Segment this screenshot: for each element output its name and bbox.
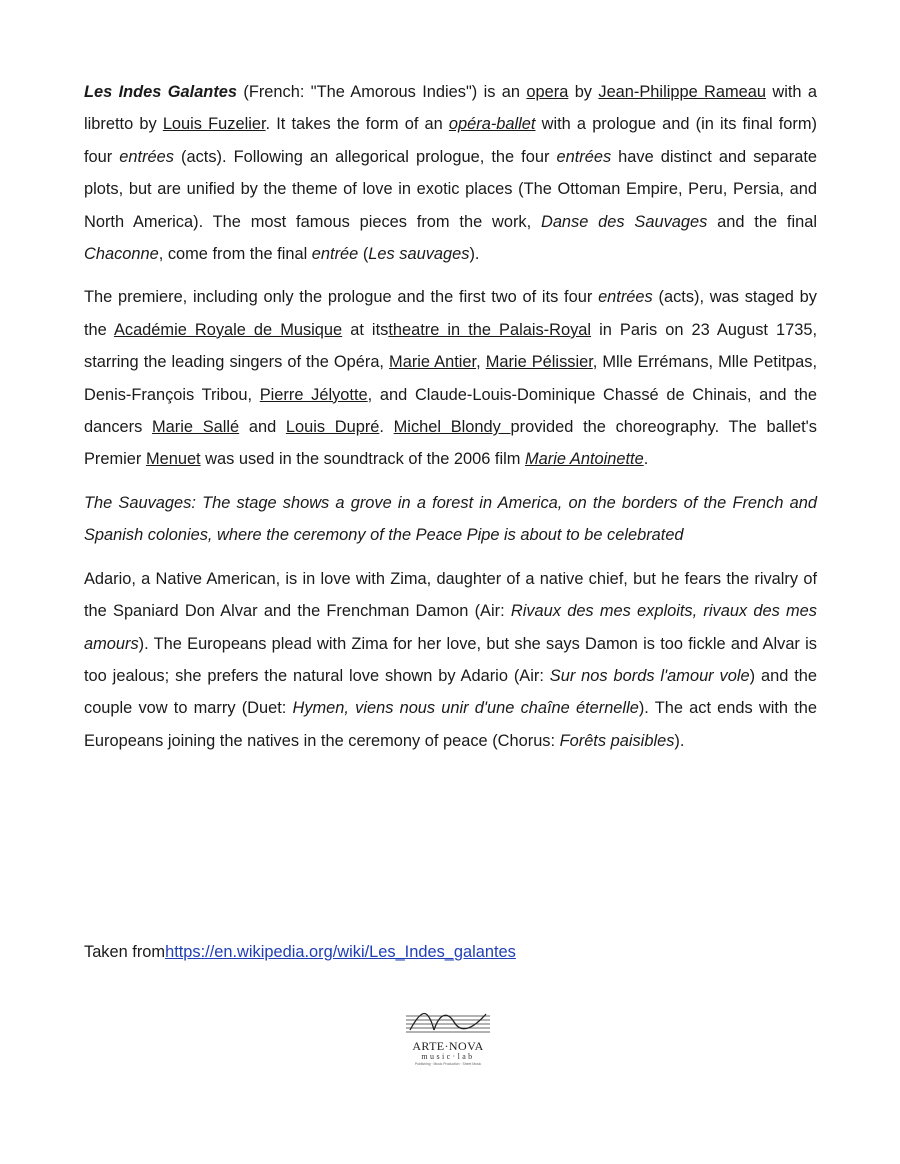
link-rameau[interactable]: Jean-Philippe Rameau [598, 83, 767, 101]
link-academie[interactable]: Académie Royale de Musique [113, 320, 343, 339]
link-opera-ballet[interactable]: opéra-ballet [448, 115, 536, 134]
paragraph-plot: Adario, a Native American, is in love with Zima, daughter of a native chief, but he fears the rivalry of the Spaniard Don Alvar and the Frenchman Damon (Air: Rivaux des mes exploits, rivaux des mes amours). The Europeans plead with Zima for her love, but she says Damon is too fickle and Alvar is too jealous; she prefers the natural love shown by Adario (Air: Sur nos bords l'amour vole) and the couple vow to marry (Duet: Hymen, viens nous unir d'une chaîne éternelle). The act ends with the Europeans joining the natives in the ceremony of peace (Chorus: Forêts paisibles). [84, 569, 817, 750]
opera-title: Les Indes Galantes [84, 83, 238, 101]
logo-subtitle: music·lab [421, 1052, 475, 1061]
music-staff-icon [404, 1010, 492, 1034]
paragraph-sauvages-scene: The Sauvages: The stage shows a grove in a forest in America, on the borders of the French and Spanish colonies, where the ceremony of the Peace Pipe is about to be celebrated [84, 493, 817, 545]
logo-brand: ARTE·NOVA [412, 1039, 484, 1053]
logo-tagline: Publishing · Music Production · Sheet Music [414, 1062, 482, 1066]
link-pelissier[interactable]: Marie Pélissier [485, 353, 593, 372]
link-jelyotte[interactable]: Pierre Jélyotte [259, 385, 368, 404]
arte-nova-logo [402, 1010, 494, 1068]
source-attribution: Taken fromhttps://en.wikipedia.org/wiki/Les_Indes_galantes [84, 943, 516, 961]
link-dupre[interactable]: Louis Dupré [285, 418, 380, 437]
link-blondy[interactable]: Michel Blondy [393, 418, 511, 437]
link-opera[interactable]: opera [526, 83, 569, 101]
document-body [84, 76, 817, 768]
source-link[interactable]: https://en.wikipedia.org/wiki/Les_Indes_galantes [165, 943, 516, 961]
link-menuet[interactable]: Menuet [145, 450, 201, 469]
link-salle[interactable]: Marie Sallé [152, 418, 240, 437]
paragraph-premiere: The premiere, including only the prologue and the first two of its four entrées (acts), was staged by the Académie Royale de Musique at itstheatre in the Palais-Royal in Paris on 23 August 1735, starring the leading singers of the Opéra, Marie Antier, Marie Pélissier, Mlle Errémans, Mlle Petitpas, Denis-François Tribou, Pierre Jélyotte, and Claude-Louis-Dominique Chassé de Chinais, and the dancers Marie Sallé and Louis Dupré. Michel Blondy provided the choreography. The ballet's Premier Menuet was used in the soundtrack of the 2006 film Marie Antoinette. [84, 288, 818, 469]
link-antier[interactable]: Marie Antier [389, 353, 477, 372]
paragraph-intro: Les Indes Galantes (French: "The Amorous Indies") is an opera by Jean-Philippe Rameau with a libretto by Louis Fuzelier. It takes the form of an opéra-ballet with a prologue and (in its final form) four entrées (acts). Following an allegorical prologue, the four entrées have distinct and separate plots, but are unified by the theme of love in exotic places (The Ottoman Empire, Peru, Persia, and North America). The most famous pieces from the work, Danse des Sauvages and the final Chaconne, come from the final entrée (Les sauvages). [84, 83, 818, 264]
link-theatre[interactable]: theatre in the Palais-Royal [388, 320, 592, 339]
link-fuzelier[interactable]: Louis Fuzelier [162, 115, 266, 134]
link-marie-antoinette[interactable]: Marie Antoinette [524, 450, 644, 469]
